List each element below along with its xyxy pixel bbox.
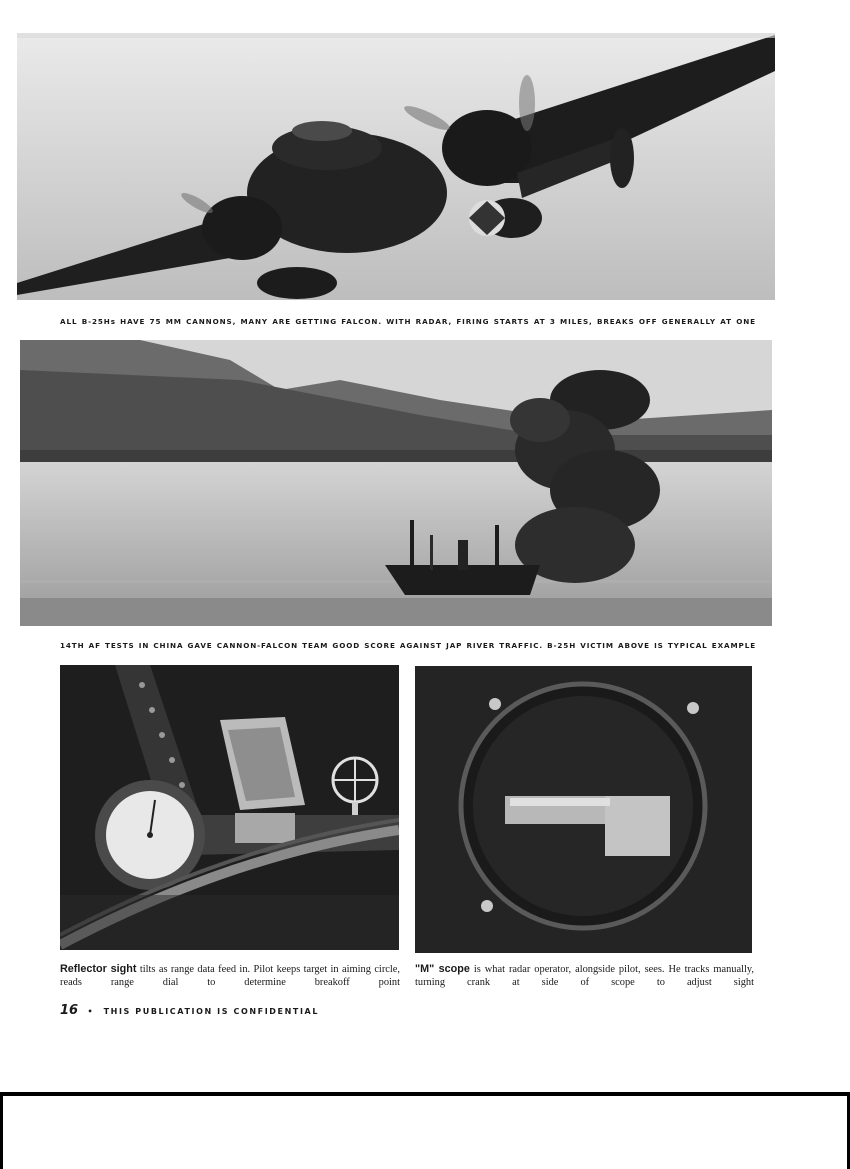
scan-border-line	[0, 1092, 850, 1096]
photo-b25h-in-flight	[17, 33, 775, 300]
caption-m-scope-text: is what radar operator, alongside pilot, sees. He tracks manually, turning crank at side of scope to adjust sight	[415, 964, 754, 988]
caption-m-scope	[415, 963, 754, 989]
scan-edge-left	[0, 1096, 3, 1169]
page-number: 16	[60, 1003, 79, 1018]
photo-m-scope	[415, 666, 752, 953]
photo-river-ship-attack	[20, 340, 772, 626]
caption-reflector-sight-bold: Reflector sight	[60, 963, 137, 975]
confidential-notice: THIS PUBLICATION IS CONFIDENTIAL	[103, 1007, 320, 1016]
caption-top-photo: ALL B-25Hs HAVE 75 MM CANNONS, MANY ARE GETTING FALCON. WITH RADAR, FIRING STARTS AT 3 MILES, BREAKS OFF GENERALLY AT ONE	[60, 317, 756, 326]
footer-bullet: •	[87, 1007, 95, 1016]
caption-reflector-sight	[60, 963, 400, 989]
caption-reflector-sight-text: tilts as range data feed in. Pilot keeps target in aiming circle, reads range dial to determine breakoff point	[60, 964, 400, 988]
photo-reflector-sight	[60, 665, 399, 950]
page-footer	[60, 1003, 319, 1018]
caption-middle-photo: 14TH AF TESTS IN CHINA GAVE CANNON-FALCON TEAM GOOD SCORE AGAINST JAP RIVER TRAFFIC. B-25H VICTIM ABOVE IS TYPICAL EXAMPLE	[60, 641, 756, 650]
caption-m-scope-bold: "M" scope	[415, 963, 470, 975]
